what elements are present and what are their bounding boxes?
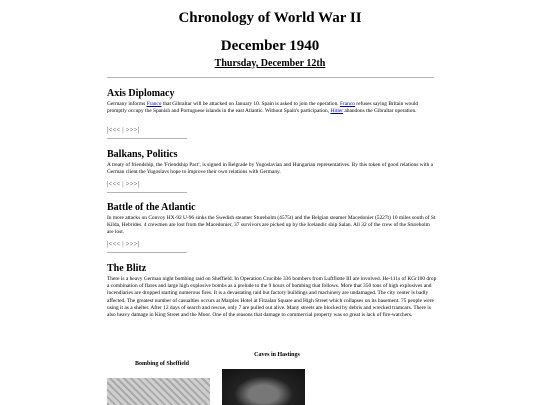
section-divider bbox=[107, 138, 187, 139]
section-text: A treaty of friendship, the 'Friendship Pact', is signed in Belgrade by Yugoslavian and Hungarian representatives. By this token of good relations with a German client the Yugoslavs hope to improve their own relations with Germany. bbox=[107, 162, 434, 176]
section-title: Balkans, Politics bbox=[107, 149, 178, 160]
nav-separator: | bbox=[122, 240, 124, 248]
prev-link[interactable]: < bbox=[116, 180, 121, 188]
nav-separator: | bbox=[122, 126, 124, 134]
section-battle-of-the-atlantic bbox=[107, 202, 437, 237]
sheffield-photo bbox=[107, 378, 210, 405]
next-link[interactable]: > bbox=[125, 180, 130, 188]
first-link[interactable]: |<< bbox=[107, 180, 117, 188]
section-the-blitz bbox=[107, 263, 437, 319]
section-text: In more attacks on Convoy HX-92 U-96 sinks the Swedish steamer Stureholm (4575t) and the Belgian steamer Macedonier (5227t) 10 miles south of St Kilda, Hebrides. 4 crewmen are lost from the Macedonier, 37 survivors are picked up by the Icelandic ship Salan. All 32 of the crew of the Stureholm are lost. bbox=[107, 215, 436, 236]
prev-link[interactable]: < bbox=[116, 240, 121, 248]
text-run: that Gibraltar will be attacked on January 10. Spain is asked to join the operation. bbox=[161, 101, 340, 107]
hastings-cave-photo bbox=[222, 369, 305, 405]
nav-bar bbox=[107, 240, 139, 248]
last-link[interactable]: >>| bbox=[129, 240, 139, 248]
section-title: Battle of the Atlantic bbox=[107, 202, 196, 213]
section-text: There is a heavy German night bombing raid on Sheffield. In Operation Crucible 336 bombers from Luftflotte III are involved. He-111s of KGr100 drop a combination of flares and large high explosive bombs as a prelude to the 9 hours of bombing that follows. More that 350 tons of high explosives and incendiaries are dropped starting numerous fires. It is a devastating raid but factory buildings and machinery are undamaged. The city center is badly affected. The greatest number of casualties occurs at Marples Hotel at Fitzalan Square and High Street which collapses on its basement. 75 people were using it as a shelter. After 12 days of search and rescue, only 7 are pulled out alive. Many streets are blocked by debris and wrecked tramcars. There is also heavy damage in King Street and the Moor. One of the reasons that damage to commercial property was so great is lack of fire-watchers. bbox=[107, 276, 437, 319]
text-run: Germany informs bbox=[107, 101, 147, 107]
text-run: refuses saying Britain would promptly occupy the Spanish and Portuguese islands in the east Atlantic. Without Spain's participation, bbox=[107, 101, 419, 115]
section-title: Axis Diplomacy bbox=[107, 88, 175, 99]
link-hitler[interactable]: Hitler bbox=[330, 108, 344, 115]
caption-hastings: Caves in Hastings bbox=[254, 352, 300, 358]
first-link[interactable]: |<< bbox=[107, 240, 117, 248]
section-title: The Blitz bbox=[107, 263, 147, 274]
section-divider bbox=[107, 192, 187, 193]
section-balkans-politics bbox=[107, 149, 437, 176]
last-link[interactable]: >>| bbox=[129, 180, 139, 188]
nav-bar bbox=[107, 126, 139, 134]
section-divider bbox=[107, 252, 187, 253]
next-link[interactable]: > bbox=[125, 240, 130, 248]
link-franco[interactable]: Franco bbox=[146, 101, 162, 107]
page-title: Chronology of World War II bbox=[178, 10, 362, 26]
date-title: Thursday, December 12th bbox=[214, 58, 326, 69]
section-axis-diplomacy bbox=[107, 88, 437, 115]
nav-separator: | bbox=[122, 180, 124, 188]
divider bbox=[107, 77, 434, 78]
text-run: abandons the Gibraltar operation. bbox=[343, 108, 417, 115]
section-text bbox=[107, 101, 437, 115]
nav-bar bbox=[107, 180, 139, 188]
month-title: December 1940 bbox=[220, 38, 320, 54]
last-link[interactable]: >>| bbox=[129, 126, 139, 134]
link-franco[interactable]: Franco bbox=[339, 101, 355, 107]
caption-sheffield: Bombing of Sheffield bbox=[134, 361, 189, 367]
first-link[interactable]: |<< bbox=[107, 126, 117, 134]
next-link[interactable]: > bbox=[125, 126, 130, 134]
prev-link[interactable]: < bbox=[116, 126, 121, 134]
